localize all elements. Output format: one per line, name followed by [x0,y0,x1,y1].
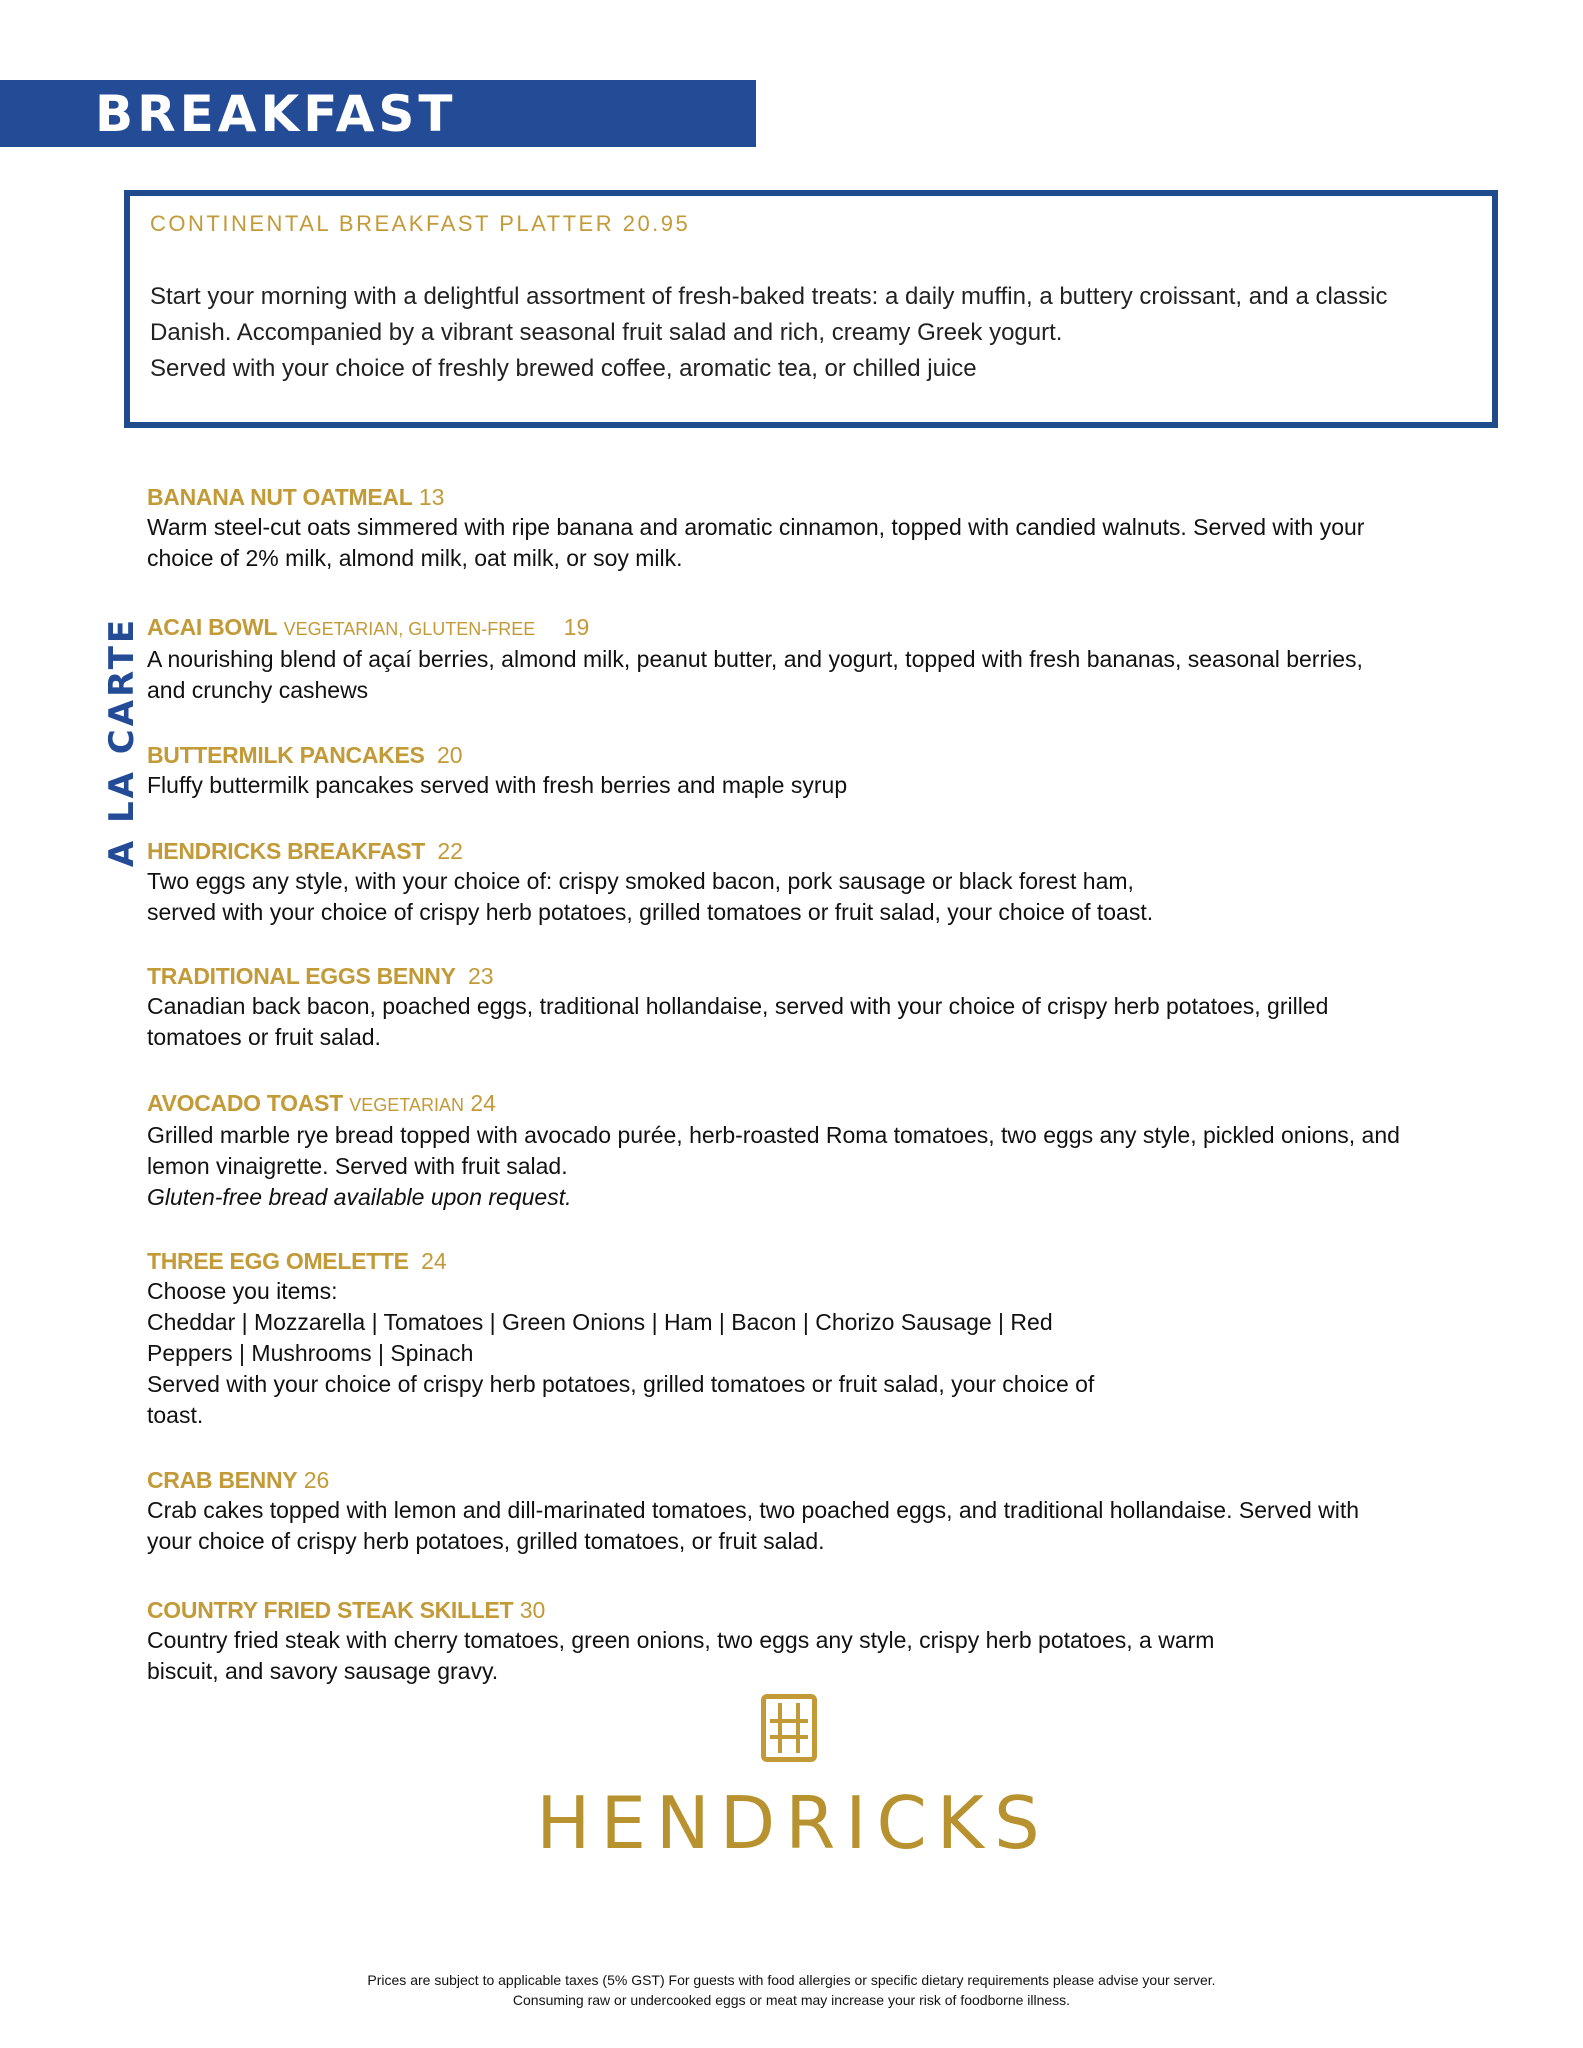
description-line: Served with your choice of crispy herb potatoes, grilled tomatoes or fruit salad, your choice of [147,1371,1095,1397]
menu-item-header [147,1246,1497,1276]
menu-item-description [147,1495,1497,1557]
description-line: served with your choice of crispy herb potatoes, grilled tomatoes or fruit salad, your choice of toast. [147,899,1154,925]
menu-item-header [147,740,1497,770]
menu-item-price: 23 [468,963,494,989]
description-line: Warm steel-cut oats simmered with ripe banana and aromatic cinnamon, topped with candied walnuts. Served with your [147,514,1365,540]
menu-item-price: 20 [436,742,463,768]
menu-item-price: 24 [421,1248,447,1274]
menu-item-name: CRAB BENNY [147,1467,298,1493]
side-label: A LA CARTE [102,616,142,868]
description-line: your choice of crispy herb potatoes, grilled tomatoes, or fruit salad. [147,1528,825,1554]
menu-item-description [147,991,1497,1053]
platter-line: Danish. Accompanied by a vibrant seasonal fruit salad and rich, creamy Greek yogurt. [150,319,1063,346]
menu-item-name: COUNTRY FRIED STEAK SKILLET [147,1597,514,1623]
description-line: Choose you items: [147,1278,338,1304]
page-title: BREAKFAST [95,85,457,143]
description-line: toast. [147,1402,204,1428]
description-line: biscuit, and savory sausage gravy. [147,1658,499,1684]
menu-item-dietary-tag: VEGETARIAN, GLUTEN-FREE [283,619,536,639]
menu-item-description [147,644,1497,706]
menu-item [147,961,1497,1053]
menu-item [147,1088,1497,1213]
menu-item-description [147,770,1497,801]
description-line: Grilled marble rye bread topped with avocado purée, herb-roasted Roma tomatoes, two eggs any style, pickled onions, and [147,1122,1400,1148]
menu-item-price: 19 [563,614,590,640]
footer-line: Prices are subject to applicable taxes (5% GST) For guests with food allergies or specific dietary requirements please advise your server. [367,1972,1216,1988]
menu-item-header [147,1595,1497,1625]
description-line: Canadian back bacon, poached eggs, traditional hollandaise, served with your choice of crispy herb potatoes, grilled [147,993,1329,1019]
menu-item-name: AVOCADO TOAST [147,1090,343,1116]
platter-line: Served with your choice of freshly brewed coffee, aromatic tea, or chilled juice [150,355,977,382]
menu-item-name: BANANA NUT OATMEAL [147,484,413,510]
menu-item-header [147,1465,1497,1495]
menu-item [147,1465,1497,1557]
menu-item [147,612,1497,706]
menu-item [147,1595,1497,1687]
description-line: and crunchy cashews [147,677,369,703]
menu-item-price: 13 [418,484,445,510]
menu-item-description [147,1625,1497,1687]
menu-item-header [147,482,1497,512]
description-line: lemon vinaigrette. Served with fruit salad. [147,1153,568,1179]
description-line: Country fried steak with cherry tomatoes, green onions, two eggs any style, crispy herb potatoes, a warm [147,1627,1215,1653]
menu-item [147,482,1497,574]
menu-item-price: 22 [437,838,463,864]
menu-item-name: THREE EGG OMELETTE [147,1248,409,1274]
footer-line: Consuming raw or undercooked eggs or meat may increase your risk of foodborne illness. [512,1992,1071,2008]
menu-item-description [147,1120,1497,1213]
menu-item-description [147,512,1497,574]
description-line: Fluffy buttermilk pancakes served with fresh berries and maple syrup [147,772,848,798]
menu-item [147,836,1497,928]
description-line: A nourishing blend of açaí berries, almond milk, peanut butter, and yogurt, topped with fresh bananas, seasonal berries, [147,646,1363,672]
description-line: Cheddar | Mozzarella | Tomatoes | Green Onions | Ham | Bacon | Chorizo Sausage | Red [147,1309,1053,1335]
menu-item-name: BUTTERMILK PANCAKES [147,742,425,768]
menu-item-header [147,961,1497,991]
menu-item-dietary-tag: VEGETARIAN [349,1095,464,1115]
description-line: tomatoes or fruit salad. [147,1024,381,1050]
menu-item-price: 26 [303,1467,330,1493]
description-line: Two eggs any style, with your choice of: crispy smoked bacon, pork sausage or black forest ham, [147,868,1134,894]
menu-item-description [147,1276,1497,1431]
menu-item-name: HENDRICKS BREAKFAST [147,838,425,864]
platter-line: Start your morning with a delightful assortment of fresh-baked treats: a daily muffin, a buttery croissant, and a classic [150,283,1388,310]
menu-item-header [147,1088,1497,1120]
description-line: Peppers | Mushrooms | Spinach [147,1340,474,1366]
menu-item-name: TRADITIONAL EGGS BENNY [147,963,456,989]
platter-description [150,279,1470,387]
menu-item-note: Gluten-free bread available upon request. [147,1184,572,1210]
menu-item-name: ACAI BOWL [147,614,278,640]
menu-item-price: 30 [519,1597,546,1623]
description-line: Crab cakes topped with lemon and dill-marinated tomatoes, two poached eggs, and traditional hollandaise. Served with [147,1497,1360,1523]
menu-item-price: 24 [470,1090,496,1116]
footer-disclaimer [0,1970,1583,2010]
menu-item-description [147,866,1497,928]
description-line: choice of 2% milk, almond milk, oat milk, or soy milk. [147,545,683,571]
menu-item-header [147,612,1497,644]
platter-title: CONTINENTAL BREAKFAST PLATTER 20.95 [150,211,691,236]
menu-item-header [147,836,1497,866]
menu-item [147,740,1497,801]
brand-logo-text: HENDRICKS [536,1781,1050,1865]
hendricks-h-monogram-icon [761,1694,817,1762]
menu-item [147,1246,1497,1431]
